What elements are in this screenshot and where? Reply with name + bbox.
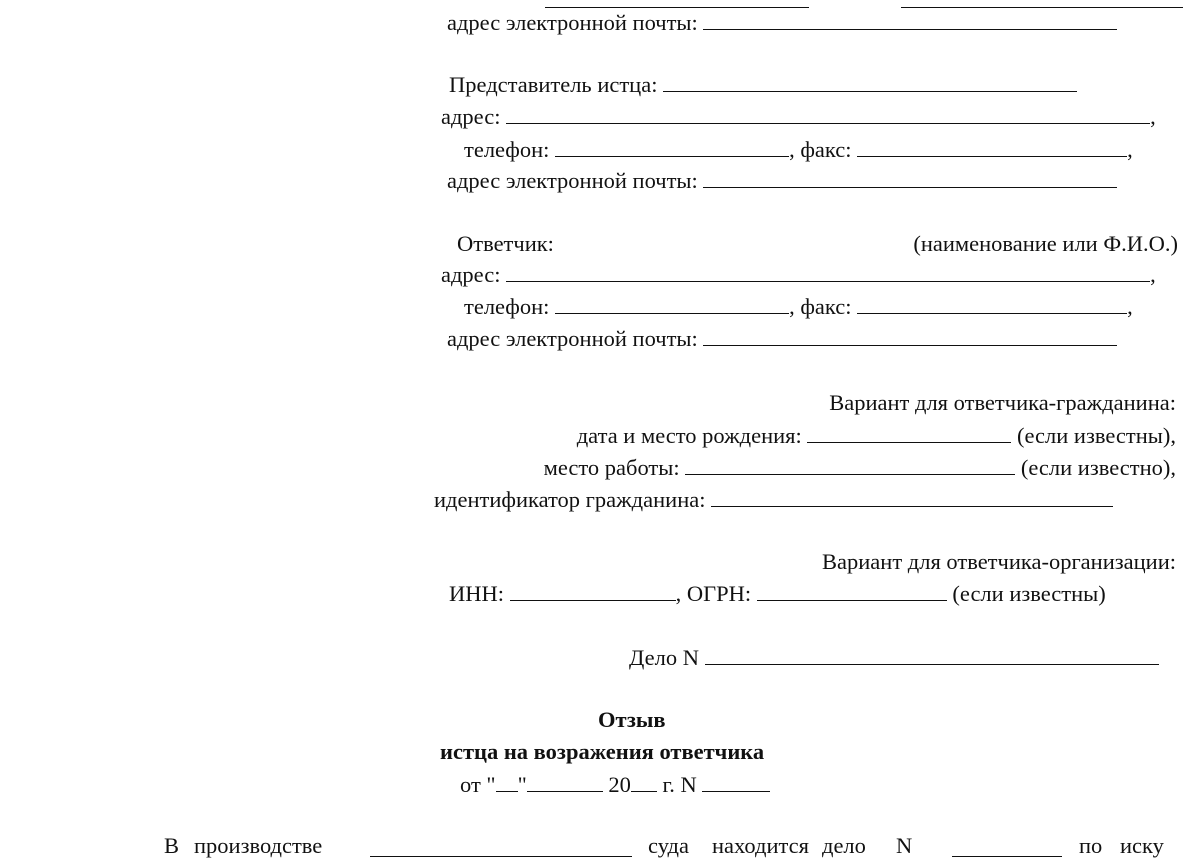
plaintiff-email-label: адрес электронной почты: (447, 10, 698, 35)
date-year-blank[interactable] (631, 770, 657, 792)
body-word-v: В (164, 833, 180, 858)
defendant-phone-line (464, 292, 1133, 320)
cutoff-blank-1[interactable] (545, 0, 809, 8)
org-ogrn-blank[interactable] (757, 579, 947, 601)
defendant-email-line (447, 324, 1117, 352)
document-title-line2: истца на возражения ответчика (440, 739, 765, 764)
citizen-id-line (434, 485, 1113, 513)
citizen-work-label: место работы: (543, 455, 680, 480)
citizen-birth-label: дата и место рождения: (576, 423, 802, 448)
defendant-address-line (441, 260, 1156, 288)
representative-fax-label: , факс: (789, 137, 852, 162)
representative-fax-comma: , (1127, 137, 1133, 162)
citizen-birth-hint: (если известны), (1017, 423, 1176, 448)
citizen-work-blank[interactable] (685, 453, 1015, 475)
date-month-blank[interactable] (527, 770, 603, 792)
citizen-birth-blank[interactable] (807, 421, 1011, 443)
case-number-blank[interactable] (705, 643, 1159, 665)
body-word-court: суда (648, 833, 689, 858)
defendant-phone-blank[interactable] (555, 292, 789, 314)
defendant-name-hint: (наименование или Ф.И.О.) (913, 231, 1178, 256)
representative-fax-blank[interactable] (857, 135, 1127, 157)
representative-email-line (447, 166, 1117, 194)
representative-email-blank[interactable] (703, 166, 1117, 188)
citizen-birth-line (577, 421, 1176, 449)
body-word-production: производстве (194, 833, 323, 858)
defendant-email-label: адрес электронной почты: (447, 326, 698, 351)
body-court-blank[interactable] (370, 835, 632, 857)
citizen-id-label: идентификатор гражданина: (434, 487, 706, 512)
citizen-variant-heading: Вариант для ответчика-гражданина: (829, 390, 1176, 415)
body-word-case: дело (822, 833, 866, 858)
representative-address-line (441, 102, 1156, 130)
citizen-work-hint: (если известно), (1020, 455, 1176, 480)
defendant-label-line (457, 230, 554, 258)
defendant-email-blank[interactable] (703, 324, 1117, 346)
plaintiff-email-line (447, 8, 1117, 36)
defendant-fax-label: , факс: (789, 294, 852, 319)
representative-address-label: адрес: (441, 104, 501, 129)
citizen-work-line (544, 453, 1176, 481)
date-year-prefix: 20 (608, 772, 631, 797)
defendant-label: Ответчик: (457, 231, 554, 256)
date-prefix: от " (460, 772, 496, 797)
org-inn-ogrn-line (449, 579, 1106, 607)
defendant-address-blank[interactable] (506, 260, 1150, 282)
document-title-line1: Отзыв (598, 707, 666, 732)
defendant-fax-comma: , (1127, 294, 1133, 319)
org-inn-blank[interactable] (510, 579, 676, 601)
body-word-located: находится (712, 833, 809, 858)
org-variant-heading: Вариант для ответчика-организации: (822, 549, 1176, 574)
date-number-blank[interactable] (702, 770, 770, 792)
org-ogrn-label: , ОГРН: (675, 581, 752, 606)
representative-phone-blank[interactable] (555, 135, 789, 157)
representative-label: Представитель истца: (449, 72, 658, 97)
date-day-blank[interactable] (496, 770, 518, 792)
case-number-label: Дело N (629, 645, 699, 670)
defendant-address-label: адрес: (441, 262, 501, 287)
body-word-po: по (1079, 833, 1103, 858)
representative-address-comma: , (1150, 104, 1156, 129)
defendant-phone-label: телефон: (464, 294, 550, 319)
representative-address-blank[interactable] (506, 102, 1150, 124)
defendant-address-comma: , (1150, 262, 1156, 287)
org-hint: (если известны) (952, 581, 1106, 606)
cutoff-blank-2[interactable] (901, 0, 1183, 8)
document-date-line (460, 770, 770, 798)
representative-phone-label: телефон: (464, 137, 550, 162)
date-quote: " (517, 772, 527, 797)
representative-email-label: адрес электронной почты: (447, 168, 698, 193)
date-number-prefix: г. N (662, 772, 697, 797)
body-first-line (0, 832, 1186, 860)
representative-line (449, 70, 1077, 98)
representative-blank[interactable] (663, 70, 1077, 92)
body-word-n: N (896, 833, 913, 858)
body-case-number-blank[interactable] (952, 835, 1062, 857)
citizen-id-blank[interactable] (711, 485, 1113, 507)
org-inn-label: ИНН: (449, 581, 504, 606)
body-word-claim: иску (1120, 833, 1164, 858)
defendant-fax-blank[interactable] (857, 292, 1127, 314)
representative-phone-line (464, 135, 1133, 163)
case-number-line (629, 643, 1159, 671)
plaintiff-email-blank[interactable] (703, 8, 1117, 30)
